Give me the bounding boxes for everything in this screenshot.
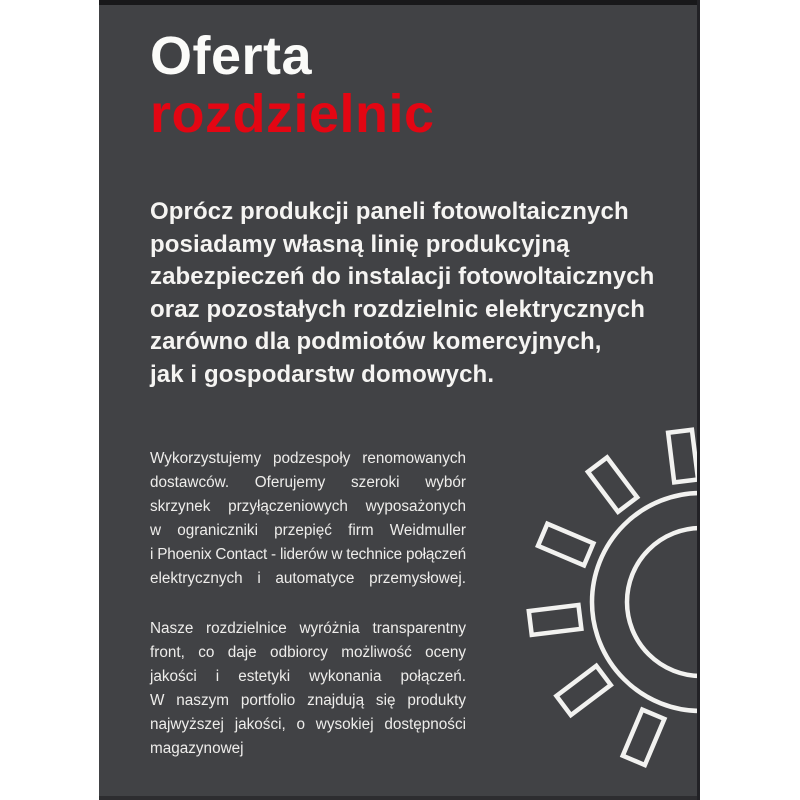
text-line: Nasze rozdzielnice wyróżnia transparentny bbox=[150, 620, 466, 637]
body-paragraph-2 bbox=[150, 617, 466, 761]
sun-ray bbox=[668, 430, 698, 483]
text-line: posiadamy własną linię produkcyjną bbox=[150, 230, 570, 258]
text-line: elektrycznych i automatyce przemysłowej. bbox=[150, 570, 466, 587]
brochure-panel bbox=[99, 0, 700, 800]
text-line: jakości i estetyki wykonania połączeń. bbox=[150, 668, 466, 685]
text-line: magazynowej bbox=[150, 740, 244, 757]
lead-paragraph bbox=[150, 196, 675, 391]
text-line: najwyższej jakości, o wysokiej dostępności bbox=[150, 716, 466, 733]
text-line: W naszym portfolio znajdują się produkty bbox=[150, 692, 466, 709]
text-line: oraz pozostałych rozdzielnic elektrycznych bbox=[150, 295, 646, 323]
sun-ray bbox=[556, 666, 610, 715]
text-line: i Phoenix Contact - liderów w technice połączeń bbox=[150, 546, 466, 563]
sun-ray bbox=[623, 710, 665, 765]
page-title bbox=[150, 27, 435, 143]
text-line: w ograniczniki przepięć firm Weidmuller bbox=[150, 522, 466, 539]
body-paragraph-1 bbox=[150, 447, 466, 591]
text-line: dostawców. Oferujemy szeroki wybór bbox=[150, 474, 466, 491]
text-line: jak i gospodarstw domowych. bbox=[150, 360, 495, 388]
page-title-line1: Oferta bbox=[150, 26, 313, 86]
panel-bottom-edge bbox=[99, 796, 700, 800]
panel-top-strip bbox=[99, 0, 700, 5]
text-line: Oprócz produkcji paneli fotowoltaicznych bbox=[150, 198, 629, 225]
page-title-line2: rozdzielnic bbox=[150, 84, 435, 144]
sun-ray bbox=[588, 457, 637, 511]
text-line: front, co daje odbiorcy możliwość oceny bbox=[150, 644, 466, 661]
text-line: zabezpieczeń do instalacji fotowoltaicznych bbox=[150, 263, 655, 290]
sun-shape bbox=[529, 430, 700, 765]
sun-ray bbox=[538, 524, 593, 566]
text-line: Wykorzystujemy podzespoły renomowanych bbox=[150, 450, 466, 467]
text-line: skrzynek przyłączeniowych wyposażonych bbox=[150, 498, 466, 515]
sun-icon bbox=[515, 420, 700, 785]
panel-right-edge bbox=[697, 0, 700, 800]
sun-ray bbox=[529, 605, 582, 635]
sun-inner-circle bbox=[627, 528, 700, 676]
text-line: zarówno dla podmiotów komercyjnych, bbox=[150, 328, 602, 355]
